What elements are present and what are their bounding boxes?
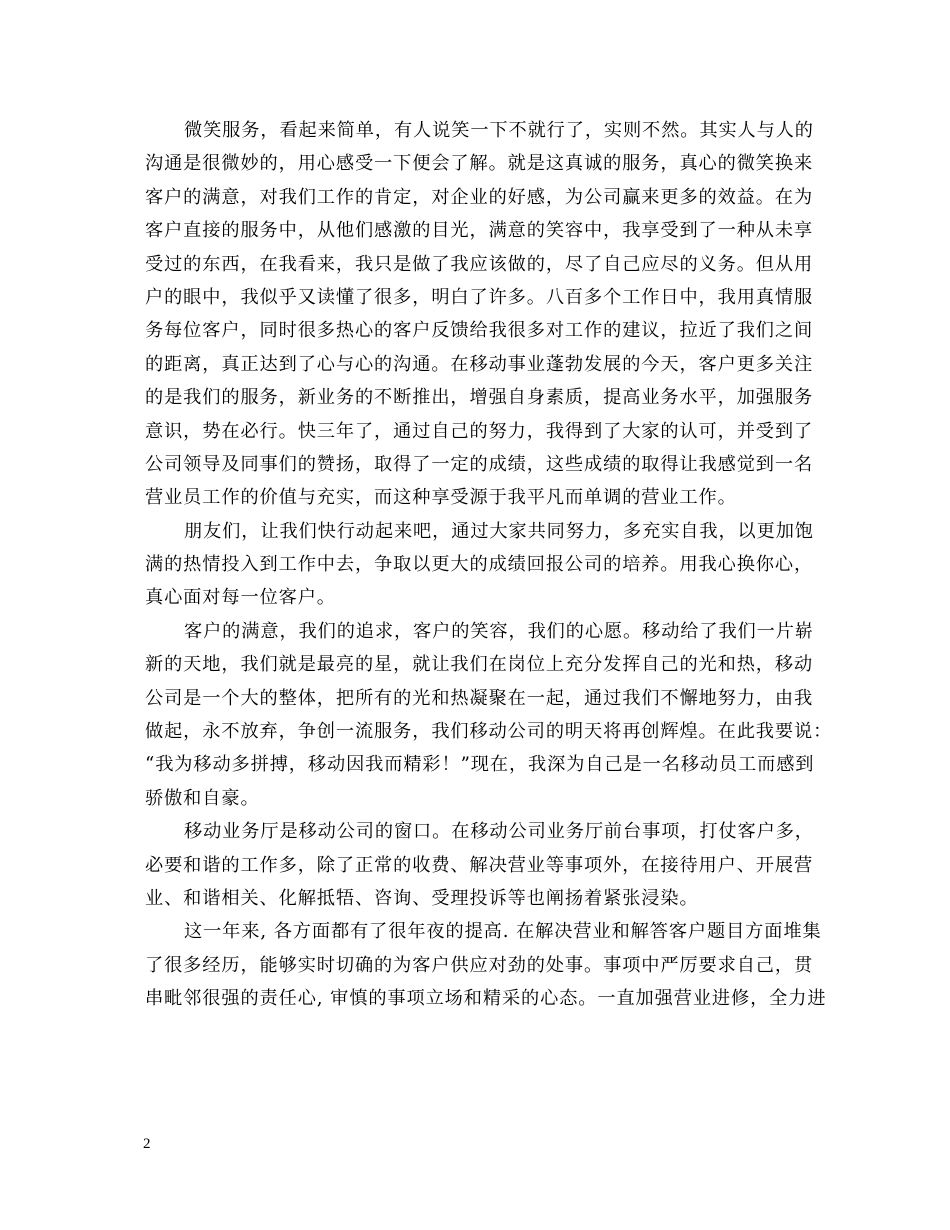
text-line: 户的眼中，我似乎又读懂了很多，明白了许多。八百多个工作日中，我用真情服 — [145, 286, 814, 308]
text-line: 必要和谐的工作多，除了正常的收费、解决营业等事项外，在接待用户、开展营 — [145, 854, 814, 876]
text-line: 公司是一个大的整体，把所有的光和热凝聚在一起，通过我们不懈地努力，由我 — [145, 687, 814, 709]
text-line: 意识，势在必行。快三年了，通过自己的努力，我得到了大家的认可，并受到了 — [145, 420, 814, 442]
text-line: “我为移动多拼搏，移动因我而精彩！”现在，我深为自己是一名移动员工而感到 — [145, 754, 815, 776]
text-line: 这一年来, 各方面都有了很年夜的提高. 在解决营业和解答客户题目方面堆集 — [184, 921, 822, 943]
text-line: 沟通是很微妙的，用心感受一下便会了解。就是这真诚的服务，真心的微笑换来 — [145, 153, 814, 175]
text-line: 满的热情投入到工作中去，争取以更大的成绩回报公司的培养。用我心换你心， — [145, 554, 814, 576]
text-line: 客户的满意，对我们工作的肯定，对企业的好感，为公司赢来更多的效益。在为 — [145, 186, 814, 208]
text-line: 朋友们，让我们快行动起来吧，通过大家共同努力，多充实自我，以更加饱 — [184, 520, 814, 542]
text-line: 移动业务厅是移动公司的窗口。在移动公司业务厅前台事项，打仗客户多， — [184, 821, 814, 843]
text-line: 做起，永不放弃，争创一流服务，我们移动公司的明天将再创辉煌。在此我要说： — [145, 721, 833, 743]
text-line: 业、和谐相关、化解抵牾、咨询、受理投诉等也阐扬着紧张浸染。 — [145, 887, 699, 909]
text-line: 营业员工作的价值与充实，而这种享受源于我平凡而单调的营业工作。 — [145, 487, 737, 509]
text-line: 的是我们的服务，新业务的不断推出，增强自身素质，提高业务水平，加强服务 — [145, 387, 814, 409]
text-line: 客户直接的服务中，从他们感激的目光，满意的笑容中，我享受到了一种从未享 — [145, 220, 814, 242]
text-line: 真心面对每一位客户。 — [145, 587, 336, 609]
text-line: 骄傲和自豪。 — [145, 787, 260, 809]
text-line: 了很多经历，能够实时切确的为客户供应对劲的处事。事项中严厉要求自己，贯 — [145, 954, 814, 976]
text-line: 串毗邻很强的责任心, 审慎的事项立场和精采的心态。一直加强营业进修，全力进 — [145, 988, 827, 1010]
text-line: 务每位客户，同时很多热心的客户反馈给我很多对工作的建议，拉近了我们之间 — [145, 320, 814, 342]
text-line: 受过的东西，在我看来，我只是做了我应该做的，尽了自己应尽的义务。但从用 — [145, 253, 814, 275]
page-number: 2 — [143, 1136, 151, 1152]
text-line: 客户的满意，我们的追求，客户的笑容，我们的心愿。移动给了我们一片崭 — [184, 620, 814, 642]
text-line: 新的天地，我们就是最亮的星，就让我们在岗位上充分发挥自己的光和热，移动 — [145, 654, 814, 676]
text-line: 微笑服务，看起来简单，有人说笑一下不就行了，实则不然。其实人与人的 — [184, 120, 814, 141]
text-line: 的距离，真正达到了心与心的沟通。在移动事业蓬勃发展的今天，客户更多关注 — [145, 353, 814, 375]
text-line: 公司领导及同事们的赞扬，取得了一定的成绩，这些成绩的取得让我感觉到一名 — [145, 453, 814, 475]
document-body — [145, 114, 833, 1016]
